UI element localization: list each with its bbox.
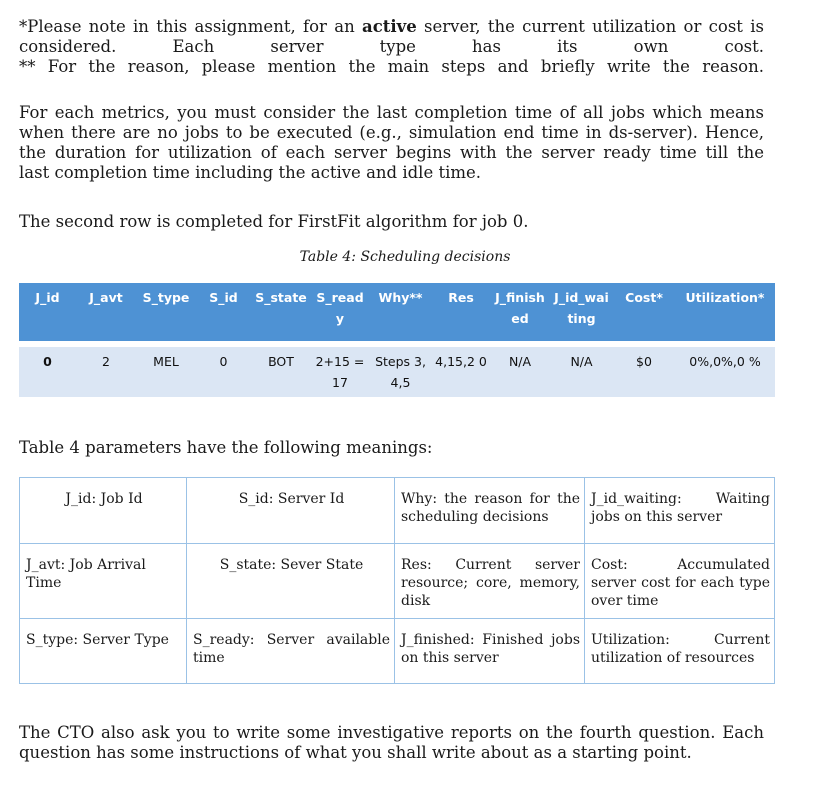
metrics-line-1: For each metrics, you must consider the last completion time of all jobs which means (19, 103, 764, 122)
header-j-avt: J_avt (76, 283, 136, 341)
param-s-id: S_id: Server Id (187, 478, 395, 544)
note-line-3: ** For the reason, please mention the main steps and briefly write the reason. (19, 57, 764, 76)
cell-s-state: BOT (251, 347, 311, 397)
cell-s-type: MEL (136, 347, 196, 397)
table-caption: Table 4: Scheduling decisions (299, 249, 511, 265)
closing-paragraph (19, 723, 764, 763)
param-s-ready: S_ready: Server available time (187, 619, 395, 684)
param-cost: Cost: Accumulated server cost for each type over time (585, 544, 775, 619)
note-line-1: *Please note in this assignment, for an active server, the current utilization or cost is (19, 17, 764, 36)
cell-j-avt: 2 (76, 347, 136, 397)
scheduling-table (19, 283, 775, 397)
params-row (20, 544, 775, 619)
cell-j-id-waiting: N/A (550, 347, 613, 397)
metrics-paragraph (19, 103, 764, 183)
header-s-id: S_id (196, 283, 251, 341)
header-utilization: Utilization* (675, 283, 775, 341)
closing-line-1: The CTO also ask you to write some investigative reports on the fourth question. Each (19, 723, 764, 742)
param-j-avt: J_avt: Job Arrival Time (20, 544, 187, 619)
second-row-note: The second row is completed for FirstFit algorithm for job 0. (19, 212, 529, 231)
cell-j-id: 0 (19, 347, 76, 397)
header-res: Res (432, 283, 490, 341)
cell-why: Steps 3,4,5 (369, 347, 432, 397)
cell-res: 4,15,2 0 (432, 347, 490, 397)
cell-s-ready: 2+15 = 17 (311, 347, 369, 397)
header-j-id: J_id (19, 283, 76, 341)
param-res: Res: Current server resource; core, memory, disk (395, 544, 585, 619)
params-intro: Table 4 parameters have the following meanings: (19, 438, 433, 457)
params-row (20, 619, 775, 684)
cell-s-id: 0 (196, 347, 251, 397)
param-s-type: S_type: Server Type (20, 619, 187, 684)
header-j-id-waiting: J_id_waiting (550, 283, 613, 341)
header-s-type: S_type (136, 283, 196, 341)
header-s-state: S_state (251, 283, 311, 341)
cell-utilization: 0%,0%,0 % (675, 347, 775, 397)
param-j-finished: J_finished: Finished jobs on this server (395, 619, 585, 684)
param-j-id: J_id: Job Id (20, 478, 187, 544)
params-row (20, 478, 775, 544)
metrics-line-3: the duration for utilization of each server begins with the server ready time till the (19, 143, 764, 162)
header-why: Why** (369, 283, 432, 341)
header-s-ready: S_ready (311, 283, 369, 341)
header-cost: Cost* (613, 283, 675, 341)
param-s-state: S_state: Sever State (187, 544, 395, 619)
active-emphasis: active (362, 17, 417, 36)
metrics-line-2: when there are no jobs to be executed (e.g., simulation end time in ds-server). Hence, (19, 123, 764, 142)
header-j-finished: J_finished (490, 283, 550, 341)
param-utilization: Utilization: Current utilization of resources (585, 619, 775, 684)
cell-cost: $0 (613, 347, 675, 397)
table-row (19, 347, 775, 397)
metrics-line-4: last completion time including the active and idle time. (19, 163, 482, 182)
assignment-note (19, 17, 764, 77)
cell-j-finished: N/A (490, 347, 550, 397)
note-line-2: considered. Each server type has its own cost. (19, 37, 764, 56)
table-header-row (19, 283, 775, 341)
param-why: Why: the reason for the scheduling decisions (395, 478, 585, 544)
closing-line-2: question has some instructions of what you shall write about as a starting point. (19, 743, 692, 762)
parameters-table (19, 477, 775, 684)
param-j-id-waiting: J_id_waiting: Waiting jobs on this server (585, 478, 775, 544)
